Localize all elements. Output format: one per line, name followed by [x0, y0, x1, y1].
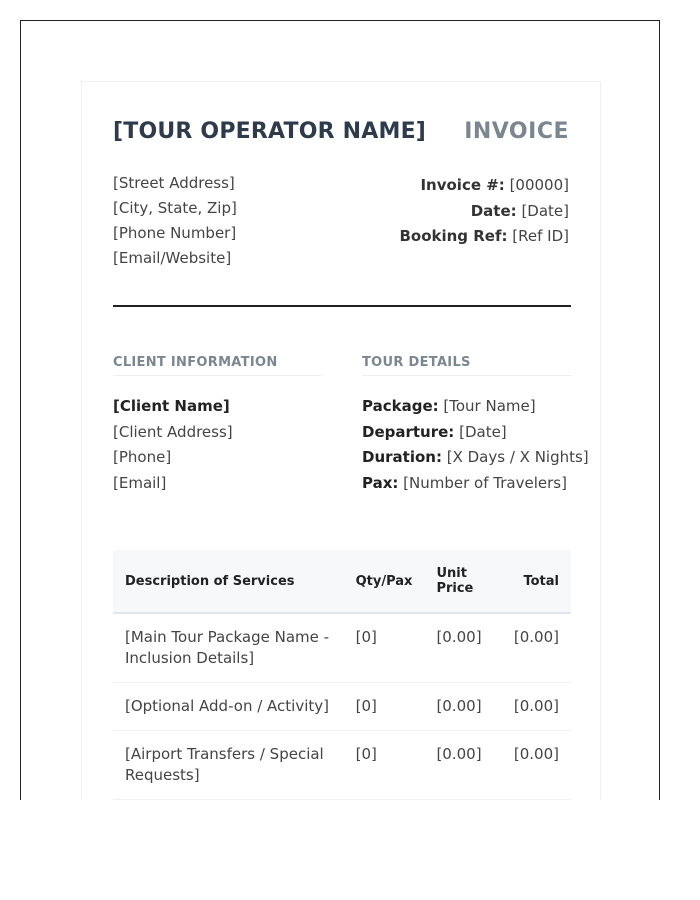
company-address-block [113, 171, 237, 271]
table-row [113, 731, 571, 800]
booking-ref-value: [Ref ID] [512, 227, 569, 245]
tour-details-block [362, 394, 589, 496]
row-unit-price: [0.00] [424, 731, 501, 800]
street-address: [Street Address] [113, 174, 235, 192]
tour-pax-row [362, 471, 589, 497]
table-row [113, 683, 571, 731]
header-description: Description of Services [113, 550, 344, 613]
row-description: [Optional Add-on / Activity] [113, 683, 344, 731]
header-unit-price: Unit Price [424, 550, 501, 613]
header-total: Total [501, 550, 571, 613]
tour-pax-value: [Number of Travelers] [403, 473, 567, 492]
table-row [113, 613, 571, 683]
row-total: [0.00] [501, 731, 571, 800]
header-qty: Qty/Pax [344, 550, 425, 613]
tour-pax-label: Pax: [362, 473, 399, 492]
booking-ref-label: Booking Ref: [399, 227, 508, 245]
tour-departure-label: Departure: [362, 422, 455, 441]
invoice-date-row [399, 199, 569, 225]
booking-ref-row [399, 224, 569, 250]
invoice-meta-block [399, 173, 569, 250]
row-total: [0.00] [501, 613, 571, 683]
row-qty: [0] [344, 683, 425, 731]
client-information-block [113, 394, 233, 496]
row-unit-price: [0.00] [424, 683, 501, 731]
row-qty: [0] [344, 731, 425, 800]
row-description: [Airport Transfers / Special Requests] [113, 731, 344, 800]
client-address: [Client Address] [113, 422, 233, 441]
phone-number: [Phone Number] [113, 224, 237, 242]
tour-departure-row [362, 420, 589, 446]
client-email: [Email] [113, 473, 167, 492]
invoice-date-label: Date: [470, 201, 517, 220]
client-phone: [Phone] [113, 448, 172, 466]
invoice-number-label: Invoice #: [420, 176, 505, 194]
email-website: [Email/Website] [113, 249, 232, 267]
tour-duration-value: [X Days / X Nights] [446, 448, 589, 466]
city-state-zip: [City, State, Zip] [113, 199, 237, 217]
header-divider [113, 305, 571, 307]
services-table [113, 550, 571, 800]
tour-package-value: [Tour Name] [443, 397, 536, 415]
row-description: [Main Tour Package Name - Inclusion Details] [113, 613, 344, 683]
services-table-body [113, 613, 571, 800]
tour-departure-value: [Date] [459, 422, 507, 441]
invoice-number-value: [00000] [509, 176, 569, 194]
tour-duration-label: Duration: [362, 448, 442, 466]
tour-duration-row [362, 445, 589, 471]
invoice-number-row [399, 173, 569, 199]
client-name: [Client Name] [113, 397, 230, 415]
tour-package-label: Package: [362, 397, 439, 415]
services-table-header-row [113, 550, 571, 613]
services-table-header [113, 550, 571, 613]
client-information-heading: CLIENT INFORMATION [113, 355, 322, 376]
tour-package-row [362, 394, 589, 420]
row-qty: [0] [344, 613, 425, 683]
row-unit-price: [0.00] [424, 613, 501, 683]
tour-details-heading: TOUR DETAILS [362, 355, 571, 376]
company-name: [TOUR OPERATOR NAME] [113, 119, 427, 144]
invoice-sheet [81, 81, 601, 800]
invoice-date-value: [Date] [521, 201, 569, 220]
row-total: [0.00] [501, 683, 571, 731]
invoice-title: INVOICE [464, 119, 569, 144]
